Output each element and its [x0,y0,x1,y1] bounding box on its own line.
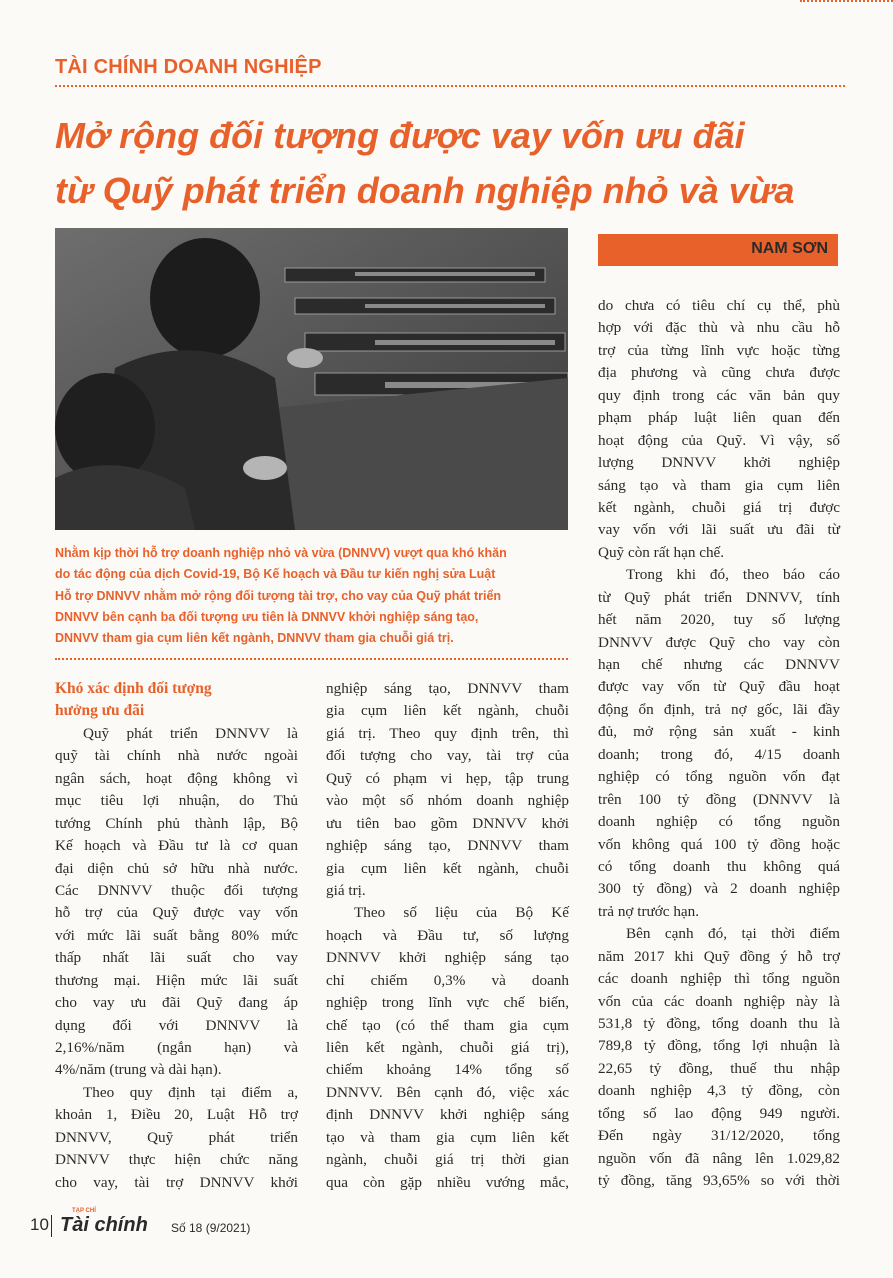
paragraph-line: thấp nhất lãi suất cho vay [55,949,298,967]
paragraph-line: vào một số nhóm doanh nghiệp [326,792,569,810]
paragraph-line: 2,16%/năm (ngắn hạn) và [55,1039,298,1056]
caption-line: do tác động của dịch Covid-19, Bộ Kế hoạch và Đầu tư kiến nghị sửa Luật [55,567,496,582]
paragraph-line: kết ngành, chuỗi giá trị được [598,498,840,516]
caption-line: Nhằm kịp thời hỗ trợ doanh nghiệp nhỏ và vừa (DNNVV) vượt qua khó khăn [55,546,507,560]
paragraph-line: hạn chế nhưng các DNNVV [598,656,840,673]
paragraph-line: Bên cạnh đó, tại thời điểm [626,925,840,943]
paragraph-line: tạo và tham gia cụm liên kết [326,1128,569,1146]
paragraph-line: khoản 1, Điều 20, Luật Hỗ trợ [55,1106,298,1124]
paragraph-line: cho vay, tài trợ DNNVV khởi [55,1173,298,1191]
paragraph-line: nghiệp trong lĩnh vực chế biến, [326,994,569,1012]
photo-caption [55,543,570,649]
paragraph-line: thương mại. Hiện mức lãi suất [55,971,298,989]
headline-line: từ Quỹ phát triển doanh nghiệp nhỏ và vừa [55,170,795,211]
paragraph-line: liên kết ngành, chuỗi giá trị), [326,1039,569,1056]
author-name: NAM SƠN [751,240,828,257]
body-column-2 [326,678,569,1194]
paragraph-line: nghiệp sáng tạo, DNNVV tham [326,837,569,855]
paragraph-line: ưu tiên bao gồm DNNVV khởi [326,814,569,832]
factory-workers-photo-image [55,228,568,530]
section-label: TÀI CHÍNH DOANH NGHIỆP [55,56,322,78]
paragraph-line: 4%/năm (trung và dài hạn). [55,1061,222,1079]
caption-line: Hỗ trợ DNNVV nhằm mở rộng đối tượng tài trợ, cho vay của Quỹ phát triển [55,588,502,603]
body-column-1 [55,678,298,1194]
paragraph-line: vay vốn với lãi suất ưu đãi từ [598,521,840,539]
paragraph-line: Quỹ còn rất hạn chế. [598,543,725,561]
paragraph-line: nguồn vốn đã nâng lên 1.029,82 [598,1149,840,1167]
paragraph-line: mục tiêu lợi nhuận, do Thủ [55,792,298,810]
caption-divider [55,658,568,660]
paragraph-line: có tổng doanh thu không quá [598,857,840,875]
paragraph-line: Theo số liệu của Bộ Kế [354,904,569,922]
paragraph-line: hỗ trợ của Quỹ được vay vốn [55,904,298,922]
caption-line: DNNVV bên cạnh ba đối tượng ưu tiên là DNNVV khởi nghiệp sáng tạo, [55,609,479,624]
paragraph-line: vốn không quá 100 tỷ đồng hoặc [598,835,840,853]
paragraph-line: vốn của các doanh nghiệp này là [598,992,840,1010]
paragraph-line: doanh nghiệp có tổng nguồn [598,813,840,831]
paragraph-line: DNNVV khởi nghiệp sáng tạo [326,949,569,967]
paragraph-line: doanh; trong đó, 4/15 doanh [598,745,840,763]
paragraph-line: các doanh nghiệp thì tổng nguồn [598,970,840,988]
paragraph-line: quy định trong các văn bản quy [598,386,840,404]
paragraph-line: Theo quy định tại điểm a, [83,1083,298,1101]
article-headline [55,108,855,218]
paragraph-line: cho vay ưu đãi Quỹ đang áp [55,994,298,1012]
paragraph-line: DNNVV được Quỹ cho vay còn [598,633,840,651]
paragraph-line: từ Quỹ phát triển DNNVV, tính [598,588,840,606]
paragraph-line: 300 tỷ đồng) và 2 doanh nghiệp [598,880,840,898]
paragraph-line: nghiệp sáng tạo, DNNVV tham [326,680,569,697]
paragraph-line: hợp với đặc thù và nhu cầu hỗ [598,319,840,337]
paragraph-line: năm 2017 khi Quỹ đồng ý hỗ trợ [598,947,840,965]
paragraph-line: ngân sách, hoạt động không vì [55,769,298,787]
paragraph-line: phạm pháp luật liên quan đến [598,409,840,427]
paragraph-line: DNNVV, Quỹ phát triển [55,1128,298,1146]
paragraph-line: do chưa có tiêu chí cụ thể, phù [598,297,840,314]
paragraph-line: gia cụm liên kết ngành, chuỗi [326,859,569,877]
paragraph-line: giá trị. [326,881,366,899]
page-number: 10 [30,1215,49,1234]
paragraph-line: giá trị. Theo quy định trên, thì [326,724,569,742]
paragraph-line: sáng tạo và tham gia cụm liên [598,476,840,494]
subheading-line: hưởng ưu đãi [55,702,145,720]
paragraph-line: qua còn gặp nhiều vướng mắc, [326,1173,569,1191]
paragraph-line: doanh nghiệp 4,3 tỷ đồng, còn [598,1082,840,1100]
paragraph-line: Kế hoạch và Đầu tư là cơ quan [55,837,298,855]
paragraph-line: trả nợ trước hạn. [598,902,700,920]
paragraph-line: được vay vốn từ Quỹ đầu hoạt [598,678,840,696]
paragraph-line: chỉ chiếm 0,3% và doanh [326,971,569,989]
paragraph-line: lượng DNNVV khởi nghiệp [598,454,840,472]
logo-small-text: TẠP CHÍ [72,1208,96,1214]
subheading-line: Khó xác định đối tượng [55,680,212,697]
paragraph-line: hoạt động của Quỹ. Vì vậy, số [598,431,840,449]
footer-separator [51,1215,52,1237]
paragraph-line: 22,65 tỷ đồng, thuế thu nhập [598,1059,840,1077]
logo-text: Tài chính [60,1214,148,1236]
paragraph-line: Đến ngày 31/12/2020, tổng [598,1127,840,1145]
paragraph-line: tỷ đồng, tăng 93,65% so với thời [598,1172,840,1190]
paragraph-line: 531,8 tỷ đồng, tổng doanh thu là [598,1015,840,1032]
corner-ornament [800,0,893,6]
caption-line: DNNVV tham gia cụm liên kết ngành, DNNVV tham gia chuỗi giá trị. [55,631,454,646]
paragraph-line: đại diện chủ sở hữu nhà nước. [55,859,298,877]
paragraph-line: gia cụm liên kết ngành, chuỗi [326,702,569,720]
body-column-3 [598,295,840,1193]
paragraph-line: nghiệp có tổng nguồn vốn đạt [598,768,840,786]
paragraph-line: trợ của từng lĩnh vực hoặc từng [598,341,840,359]
paragraph-line: hoạch và Đầu tư, số lượng [326,926,569,944]
paragraph-line: 789,8 tỷ đồng, tổng lợi nhuận là [598,1037,840,1055]
paragraph-line: DNNVV thực hiện chức năng [55,1151,298,1169]
paragraph-line: định DNNVV khởi nghiệp sáng [326,1106,569,1124]
paragraph-line: đủ, mở rộng sản xuất - kinh [598,723,840,741]
paragraph-line: quỹ tài chính nhà nước ngoài [55,747,298,765]
headline-line: Mở rộng đối tượng được vay vốn ưu đãi [55,115,745,156]
author-bar [598,234,838,266]
article-photo [55,228,568,530]
paragraph-line: dụng đối với DNNVV là [55,1016,298,1034]
paragraph-line: Quỹ có phạm vi hẹp, tập trung [326,769,569,787]
paragraph-line: Trong khi đó, theo báo cáo [626,566,840,584]
magazine-logo [60,1208,148,1235]
paragraph-line: trên 100 tỷ đồng (DNNVV là [598,790,840,808]
paragraph-line: Quỹ phát triển DNNVV là [83,724,298,742]
paragraph-line: với mức lãi suất bằng 80% mức [55,926,298,944]
issue-label: Số 18 (9/2021) [171,1221,251,1235]
paragraph-line: tướng Chính phủ thành lập, Bộ [55,814,298,832]
section-divider [55,85,845,87]
paragraph-line: Các DNNVV thuộc đối tượng [55,881,298,899]
paragraph-line: địa phương và cũng chưa được [598,364,840,382]
paragraph-line: ngành, chuỗi giá trị thời gian [326,1151,569,1169]
paragraph-line: chiếm khoảng 14% tổng số [326,1061,569,1079]
paragraph-line: động ổn định, trả nợ gốc, lãi đầy [598,700,840,718]
paragraph-line: hết năm 2020, tuy số lượng [598,611,840,629]
paragraph-line: tổng số lao động 949 người. [598,1104,840,1122]
paragraph-line: DNNVV. Bên cạnh đó, việc xác [326,1083,569,1101]
paragraph-line: đối tượng cho vay, tài trợ của [326,747,569,765]
paragraph-line: chế tạo (có thể tham gia cụm [326,1016,569,1034]
